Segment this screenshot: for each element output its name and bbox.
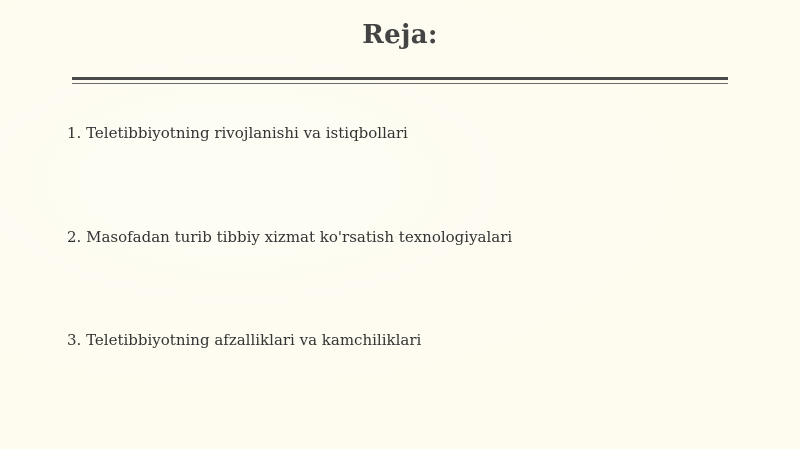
plan-item-1: 1. Teletibbiyotning rivojlanishi va istiqbollari [67, 124, 408, 142]
plan-item-3: 3. Teletibbiyotning afzalliklari va kamchiliklari [67, 331, 422, 349]
slide-title: Reja: [362, 20, 438, 50]
title-divider-thin [72, 83, 728, 84]
plan-item-2: 2. Masofadan turib tibbiy xizmat ko'rsatish texnologiyalari [67, 228, 513, 246]
title-divider-thick [72, 77, 728, 80]
